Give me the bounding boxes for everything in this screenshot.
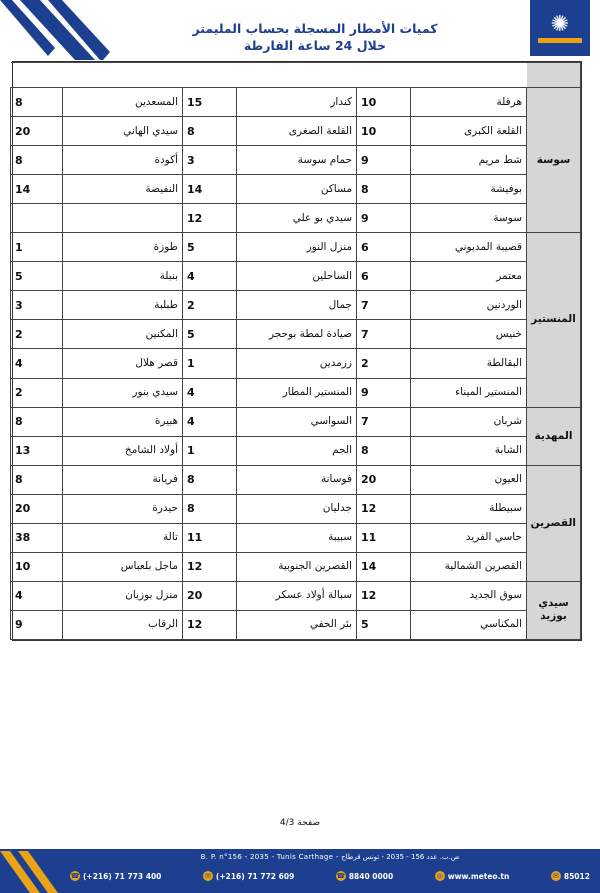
- station-name: شط مريم: [411, 146, 527, 175]
- page-number: صفحة 4/3: [279, 818, 321, 828]
- footer-stripes: [0, 843, 70, 893]
- blank-cell: [183, 63, 237, 88]
- rain-value: 8: [11, 88, 63, 117]
- rain-value: 5: [183, 233, 237, 262]
- station-name: أولاد الشامخ: [63, 436, 183, 465]
- rain-value: 6: [357, 262, 411, 291]
- rain-value: 8: [183, 465, 237, 494]
- rain-value: 2: [183, 291, 237, 320]
- rain-value: 3: [183, 146, 237, 175]
- table-row: [11, 291, 581, 320]
- station-name: المكنين: [63, 320, 183, 349]
- station-name: تالة: [63, 523, 183, 552]
- table-blank-row: [11, 63, 581, 88]
- station-name: قصيبة المديوني: [411, 233, 527, 262]
- fax-icon: ✉: [203, 871, 213, 881]
- rain-value: 4: [183, 378, 237, 407]
- phone-1-text: (+216) 71 773 400: [83, 871, 162, 881]
- station-name: المنستير المطار: [237, 378, 357, 407]
- table-row: [11, 233, 581, 262]
- station-name: القصرين الجنوبية: [237, 552, 357, 581]
- station-name: زرمدين: [237, 349, 357, 378]
- table-row: [11, 117, 581, 146]
- station-name: سيدي بنور: [63, 378, 183, 407]
- footer-address: B. P. n°156 - 2035 - Tunis Carthage - ص.ب. عدد 156 - 2035 - تونس قرطاج: [200, 853, 460, 861]
- station-name: حمام سوسة: [237, 146, 357, 175]
- station-name: هبيرة: [63, 407, 183, 436]
- station-name: النفيضة: [63, 175, 183, 204]
- station-name: المكناسي: [411, 610, 527, 639]
- rain-value: 20: [11, 494, 63, 523]
- phone-icon: ☎: [70, 872, 80, 880]
- sms: [551, 871, 590, 881]
- station-name: قصر هلال: [63, 349, 183, 378]
- rain-value: 12: [357, 494, 411, 523]
- station-name: منزل بوزيان: [63, 581, 183, 610]
- globe-icon: ◎: [436, 872, 443, 880]
- table-row: [11, 581, 581, 610]
- rain-value: 5: [183, 320, 237, 349]
- station-name: خنيس: [411, 320, 527, 349]
- decorative-stripes: [0, 0, 120, 60]
- rain-value: 8: [11, 146, 63, 175]
- table-row: [11, 262, 581, 291]
- rain-value: 4: [11, 581, 63, 610]
- rain-value: 4: [183, 407, 237, 436]
- station-name: طوزة: [63, 233, 183, 262]
- rain-value: 12: [183, 552, 237, 581]
- rain-value: 7: [357, 320, 411, 349]
- rain-value: 2: [11, 378, 63, 407]
- station-name: القلعة الصغرى: [237, 117, 357, 146]
- sms-icon: ✉: [551, 871, 561, 881]
- rain-value: 12: [357, 581, 411, 610]
- rain-value: 1: [183, 349, 237, 378]
- governorate-cell: القصرين: [527, 465, 581, 581]
- rain-value: 3: [11, 291, 63, 320]
- rain-value: 5: [357, 610, 411, 639]
- rain-value: 7: [357, 407, 411, 436]
- rainfall-grid: [10, 62, 581, 640]
- rain-value: 14: [183, 175, 237, 204]
- rain-value: 14: [11, 175, 63, 204]
- table-body: [11, 63, 581, 640]
- title-line-2: خلال 24 ساعة الفارطة: [243, 38, 387, 53]
- station-name: معتمر: [411, 262, 527, 291]
- table-row: [11, 494, 581, 523]
- rain-value: 8: [183, 494, 237, 523]
- rain-value: 6: [357, 233, 411, 262]
- station-name: الشابة: [411, 436, 527, 465]
- sun-icon: ✺: [550, 11, 570, 37]
- table-row: [11, 320, 581, 349]
- station-name: كندار: [237, 88, 357, 117]
- inm-logo: [530, 0, 590, 56]
- rain-value: 4: [183, 262, 237, 291]
- rain-value: 2: [357, 349, 411, 378]
- station-name: مساكن: [237, 175, 357, 204]
- station-name: بنبلة: [63, 262, 183, 291]
- rain-value: 14: [357, 552, 411, 581]
- footer-contacts: [70, 871, 590, 881]
- footer-bar: [0, 849, 600, 893]
- rain-value: 12: [183, 204, 237, 233]
- station-name: سوق الجديد: [411, 581, 527, 610]
- station-name: المنستير الميناء: [411, 378, 527, 407]
- rain-value: 20: [11, 117, 63, 146]
- rain-value: 10: [11, 552, 63, 581]
- table-row: [11, 146, 581, 175]
- rain-value: [11, 204, 63, 233]
- station-name: جدليان: [237, 494, 357, 523]
- rain-value: 8: [357, 175, 411, 204]
- phone-2-text: (+216) 71 772 609: [215, 871, 295, 881]
- station-name: الرقاب: [63, 610, 183, 639]
- rain-value: 8: [357, 436, 411, 465]
- station-name: بوفيشة: [411, 175, 527, 204]
- table-row: [11, 204, 581, 233]
- station-name: سبيبة: [237, 523, 357, 552]
- phone-1: [70, 871, 161, 881]
- rain-value: 5: [11, 262, 63, 291]
- station-name: حيدرة: [63, 494, 183, 523]
- table-row: [11, 465, 581, 494]
- rain-value: 7: [357, 291, 411, 320]
- rain-value: 9: [357, 146, 411, 175]
- phone-2: [203, 871, 294, 881]
- station-name: فوسانة: [237, 465, 357, 494]
- rain-value: 20: [357, 465, 411, 494]
- table-row: [11, 175, 581, 204]
- station-name: القلعة الكبرى: [411, 117, 527, 146]
- rain-value: 9: [357, 378, 411, 407]
- station-name: الوردنين: [411, 291, 527, 320]
- governorate-cell: المنستير: [527, 233, 581, 407]
- rain-value: 8: [11, 465, 63, 494]
- station-name: البقالطة: [411, 349, 527, 378]
- rain-value: 15: [183, 88, 237, 117]
- table-row: [11, 610, 581, 639]
- rain-value: 9: [11, 610, 63, 639]
- station-name: الجم: [237, 436, 357, 465]
- blank-cell: [357, 63, 411, 88]
- rain-value: 1: [11, 233, 63, 262]
- rainfall-table: [12, 61, 582, 641]
- blank-cell: [11, 63, 63, 88]
- blank-cell: [63, 63, 183, 88]
- table-row: [11, 378, 581, 407]
- governorate-cell: المهدية: [527, 407, 581, 465]
- rain-value: 12: [183, 610, 237, 639]
- rain-value: 11: [183, 523, 237, 552]
- table-row: [11, 349, 581, 378]
- freephone-text: 8840 0000: [348, 871, 394, 881]
- rain-value: 10: [357, 88, 411, 117]
- station-name: سبيطلة: [411, 494, 527, 523]
- rain-value: 11: [357, 523, 411, 552]
- station-name: سوسة: [411, 204, 527, 233]
- station-name: شربان: [411, 407, 527, 436]
- station-name: جمال: [237, 291, 357, 320]
- station-name: الساحلين: [237, 262, 357, 291]
- rain-value: 8: [183, 117, 237, 146]
- table-row: [11, 436, 581, 465]
- table-row: [11, 552, 581, 581]
- rain-value: 13: [11, 436, 63, 465]
- station-name: سبالة أولاد عسكر: [237, 581, 357, 610]
- website[interactable]: [435, 871, 510, 881]
- freephone: [336, 871, 393, 881]
- rain-value: 10: [357, 117, 411, 146]
- station-name: ماجل بلعباس: [63, 552, 183, 581]
- governorate-cell: سيدي بوزيد: [527, 581, 581, 639]
- station-name: [63, 204, 183, 233]
- station-name: سيدي الهاني: [63, 117, 183, 146]
- table-row: [11, 523, 581, 552]
- blank-cell: [411, 63, 527, 88]
- station-name: العيون: [411, 465, 527, 494]
- gov-cell-empty: [527, 63, 581, 88]
- station-name: منزل النور: [237, 233, 357, 262]
- station-name: بئر الحفي: [237, 610, 357, 639]
- station-name: المسعدين: [63, 88, 183, 117]
- website-text[interactable]: www.meteo.tn: [447, 871, 510, 881]
- rain-value: 1: [183, 436, 237, 465]
- rain-value: 2: [11, 320, 63, 349]
- station-name: هرقلة: [411, 88, 527, 117]
- table-row: [11, 407, 581, 436]
- blank-cell: [237, 63, 357, 88]
- table-row: [11, 88, 581, 117]
- call-icon: ☎: [336, 872, 346, 880]
- station-name: فريانة: [63, 465, 183, 494]
- station-name: القصرين الشمالية: [411, 552, 527, 581]
- station-name: السواسي: [237, 407, 357, 436]
- station-name: أكودة: [63, 146, 183, 175]
- rain-value: 20: [183, 581, 237, 610]
- rain-value: 9: [357, 204, 411, 233]
- station-name: سيدي بو علي: [237, 204, 357, 233]
- station-name: صيادة لمطة بوحجر: [237, 320, 357, 349]
- sms-text: 85012: [563, 871, 590, 881]
- rain-value: 8: [11, 407, 63, 436]
- rain-value: 38: [11, 523, 63, 552]
- logo-bar: [538, 38, 582, 43]
- station-name: طبلبة: [63, 291, 183, 320]
- title-line-1: كميات الأمطار المسجلة بحساب المليمتر: [192, 21, 438, 36]
- document-title: [170, 22, 460, 54]
- station-name: حاسي الفريد: [411, 523, 527, 552]
- governorate-cell: سوسة: [527, 88, 581, 233]
- rain-value: 4: [11, 349, 63, 378]
